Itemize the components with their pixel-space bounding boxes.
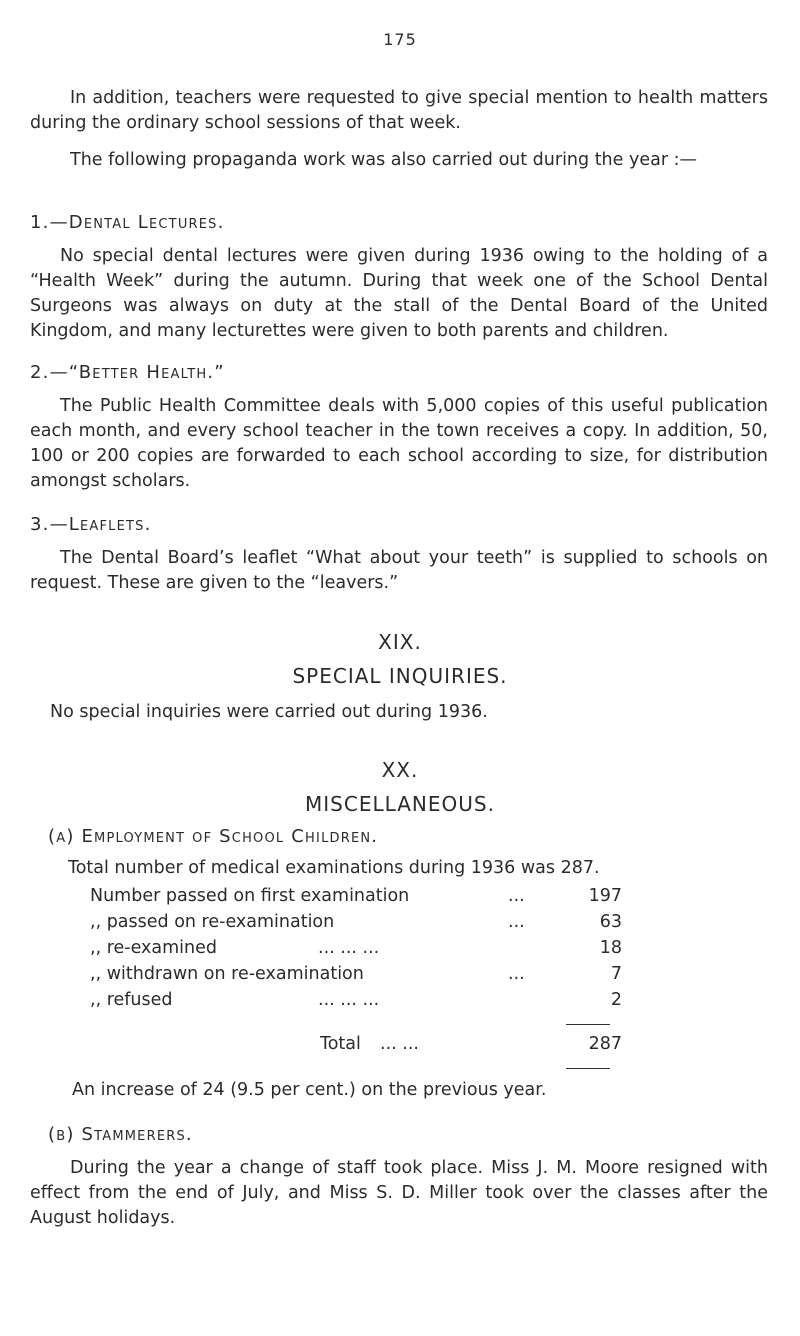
total-label: Total — [320, 1034, 361, 1054]
row-dots: ... — [508, 886, 525, 906]
row-dots: ... ... ... — [318, 938, 380, 958]
section-19-number: XIX. — [378, 630, 422, 654]
total-dots: ... ... — [380, 1034, 419, 1054]
table-row — [90, 938, 650, 962]
table-row — [90, 886, 650, 910]
dental-lectures-heading: 1.—Dental Lectures. — [30, 212, 225, 233]
section-20-title: MISCELLANEOUS. — [305, 792, 495, 816]
intro-paragraph-1: In addition, teachers were requested to give special mention to health matters during the ordinary school sessions of that week. — [30, 88, 768, 133]
leaflets-heading: 3.—Leaflets. — [30, 514, 152, 535]
table-row — [90, 912, 650, 936]
increase-line: An increase of 24 (9.5 per cent.) on the previous year. — [72, 1080, 547, 1100]
row-dots: ... — [508, 964, 525, 984]
stammerers-body: During the year a change of staff took place. Miss J. M. Moore resigned with effect from the end of July, and Miss S. D. Miller took over the classes after the August holidays. — [30, 1158, 768, 1228]
stammerers-heading: (b) Stammerers. — [48, 1124, 193, 1145]
page-number: 175 — [383, 30, 417, 49]
better-health-body: The Public Health Committee deals with 5,000 copies of this useful publication each month, and every school teacher in the town receives a copy. In addition, 50, 100 or 200 copies are forwarded to each school according to size, for distribution amongst scholars. — [30, 396, 768, 491]
leaflets-body: The Dental Board’s leaflet “What about your teeth” is supplied to schools on request. These are given to the “leavers.” — [30, 548, 768, 593]
employment-total-line: Total number of medical examinations during 1936 was 287. — [68, 858, 600, 878]
table-row — [90, 990, 650, 1014]
intro-paragraph-2: The following propaganda work was also carried out during the year :— — [70, 150, 697, 170]
dental-lectures-body: No special dental lectures were given during 1936 owing to the holding of a “Health Week” during the autumn. During that week one of the School Dental Surgeons was always on duty at the stall of the Dental Board of the United Kingdom, and many lecturettes were given to both parents and children. — [30, 246, 768, 341]
row-value: 2 — [610, 990, 622, 1010]
sum-rule-top — [566, 1024, 610, 1025]
row-value: 18 — [599, 938, 622, 958]
row-label: Number passed on first examination — [90, 886, 410, 906]
table-row — [90, 964, 650, 988]
row-label: ,, withdrawn on re-examination — [90, 964, 364, 984]
row-dots: ... ... ... — [318, 990, 380, 1010]
sum-rule-bottom — [566, 1068, 610, 1069]
total-row — [90, 1034, 650, 1058]
row-value: 7 — [610, 964, 622, 984]
row-dots: ... — [508, 912, 525, 932]
row-label: ,, re-examined — [90, 938, 217, 958]
better-health-heading: 2.—“Better Health.” — [30, 362, 225, 383]
employment-heading: (a) Employment of School Children. — [48, 826, 379, 847]
row-value: 63 — [599, 912, 622, 932]
section-19-title: SPECIAL INQUIRIES. — [292, 664, 508, 688]
total-value: 287 — [588, 1034, 622, 1054]
row-label: ,, passed on re-examination — [90, 912, 335, 932]
row-label: ,, refused — [90, 990, 173, 1010]
section-20-number: XX. — [381, 758, 419, 782]
row-value: 197 — [588, 886, 622, 906]
section-19-body: No special inquiries were carried out during 1936. — [50, 702, 488, 722]
